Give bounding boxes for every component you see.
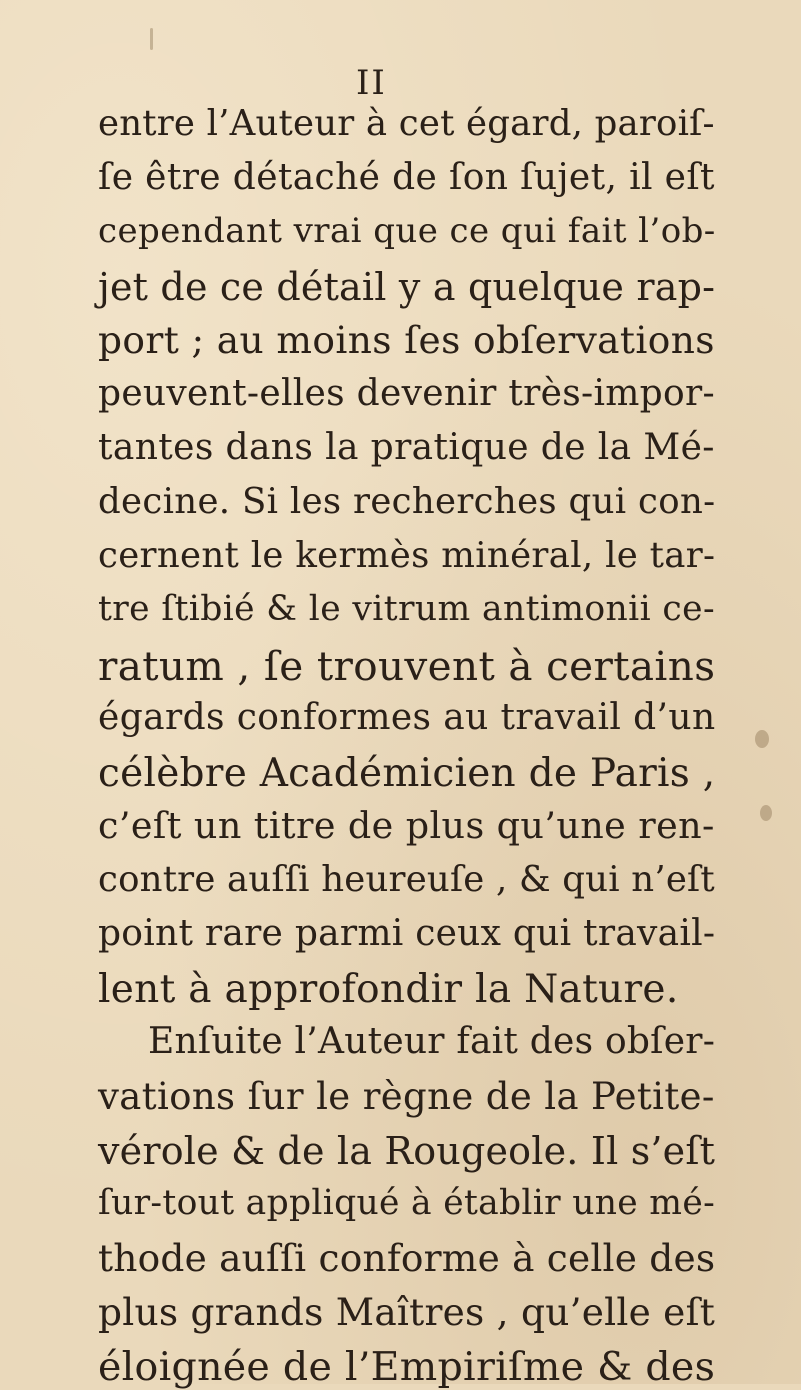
text-line: ſur-tout appliqué à établir une mé- [98, 1183, 716, 1223]
text-line: cernent le kermès minéral, le tar- [98, 535, 716, 576]
text-line: vations ſur le règne de la Petite- [98, 1075, 715, 1118]
paper-mark [150, 28, 153, 50]
text-line: Enſuite l’Auteur fait des obſer- [148, 1021, 716, 1062]
text-line: plus grands Maîtres , qu’elle eſt [98, 1290, 716, 1334]
text-line: cependant vrai que ce qui fait l’ob- [98, 211, 716, 251]
paper-stain [755, 730, 769, 748]
text-line: ſe être détaché de ſon ſujet, il eſt [98, 157, 715, 198]
page-number: II [356, 63, 387, 103]
text-line: ratum , ſe trouvent à certains [98, 642, 716, 690]
text-line: tre ſtibié & le vitrum antimonii ce- [98, 589, 716, 629]
text-line: entre l’Auteur à cet égard, paroiſ- [98, 103, 715, 144]
text-line: égards conformes au travail d’un [98, 697, 716, 738]
text-line: jet de ce détail y a quelque rap- [98, 265, 716, 309]
text-line: c’eſt un titre de plus qu’une ren- [98, 804, 715, 847]
text-line: vérole & de la Rougeole. Il s’eſt [98, 1129, 716, 1173]
text-line: peuvent-elles devenir très-impor- [98, 373, 715, 414]
text-line: point rare parmi ceux qui travail- [98, 913, 716, 954]
text-line: tantes dans la pratique de la Mé- [98, 427, 715, 468]
text-line: célèbre Académicien de Paris , [98, 751, 716, 796]
text-line: port ; au moins ſes obſervations [98, 318, 715, 362]
paper-stain [760, 805, 772, 821]
text-line: contre auſſi heureuſe , & qui n’eſt [98, 859, 715, 900]
text-line: decine. Si les recherches qui con- [98, 481, 716, 522]
text-line: lent à approfondir la Nature. [98, 967, 679, 1012]
text-line: thode auſſi conforme à celle des [98, 1236, 716, 1280]
text-line: éloignée de l’Empiriſme & des [98, 1344, 716, 1390]
